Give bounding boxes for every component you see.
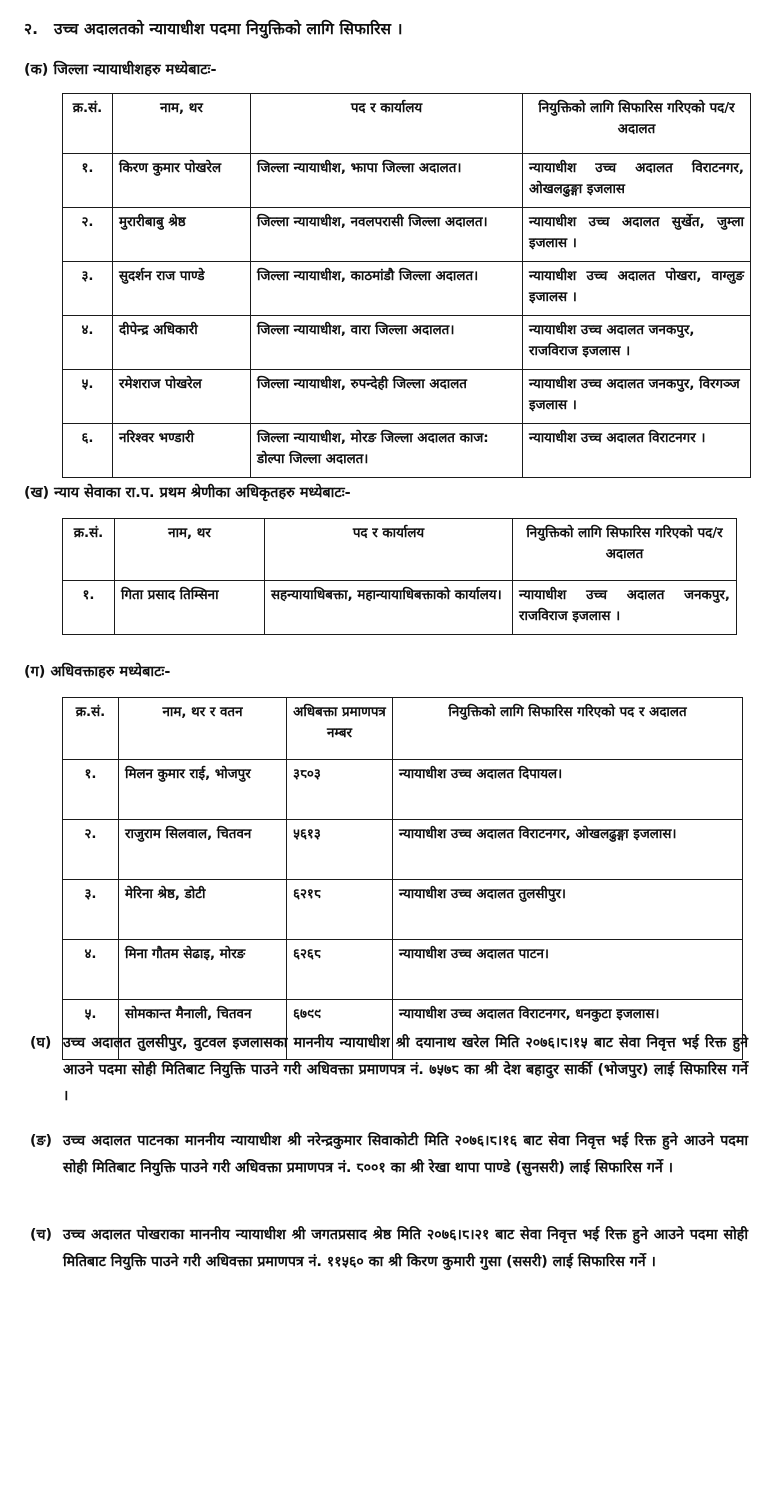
cell-name: नरिश्वर भण्डारी bbox=[113, 424, 251, 478]
col-header-certificate-number: अधिबक्ता प्रमाणपत्र नम्बर bbox=[287, 698, 393, 760]
advocates-table bbox=[62, 697, 743, 1060]
cell-name-address: मिना गौतम सेढाइ, मोरङ bbox=[119, 940, 287, 1000]
col-header-post-office: पद र कार्यालय bbox=[251, 94, 523, 154]
cell-recommended: न्यायाधीश उच्च अदालत जनकपुर, राजविराज इजलास । bbox=[513, 581, 737, 635]
cell-recommended: न्यायाधीश उच्च अदालत सुर्खेत, जुम्ला इजलास । bbox=[523, 208, 751, 262]
table-row bbox=[63, 208, 751, 262]
cell-sn: ३. bbox=[63, 262, 113, 316]
cell-certificate-number: ६२६८ bbox=[287, 940, 393, 1000]
cell-recommended: न्यायाधीश उच्च अदालत दिपायल। bbox=[393, 760, 743, 820]
table-header-row bbox=[63, 519, 737, 581]
cell-recommended: न्यायाधीश उच्च अदालत विराटनगर । bbox=[523, 424, 751, 478]
table-row bbox=[63, 880, 743, 940]
cell-certificate-number: ५६१३ bbox=[287, 820, 393, 880]
cell-recommended: न्यायाधीश उच्च अदालत पोखरा, वाग्लुङ इजालस । bbox=[523, 262, 751, 316]
paragraph-marker: (ङ) bbox=[30, 1133, 53, 1149]
judicial-service-officers-table bbox=[62, 518, 737, 635]
cell-recommended: न्यायाधीश उच्च अदालत पाटन। bbox=[393, 940, 743, 1000]
title-number: २. bbox=[24, 20, 39, 38]
table-row bbox=[63, 760, 743, 820]
paragraph-marker: (घ) bbox=[30, 1035, 52, 1051]
cell-recommended: न्यायाधीश उच्च अदालत विराटनगर, धनकुटा इजलास। bbox=[393, 1000, 743, 1060]
table-header-row bbox=[63, 698, 743, 760]
table-row bbox=[63, 262, 751, 316]
cell-sn: २. bbox=[63, 820, 119, 880]
cell-sn: १. bbox=[63, 760, 119, 820]
cell-name-address: राजुराम सिलवाल, चितवन bbox=[119, 820, 287, 880]
cell-post-office: जिल्ला न्यायाधीश, झापा जिल्ला अदालत। bbox=[251, 154, 523, 208]
cell-certificate-number: ६७९९ bbox=[287, 1000, 393, 1060]
section-label-ga: (ग) अधिवक्ताहरु मध्येबाटः- bbox=[24, 664, 171, 680]
paragraph-cha bbox=[30, 1222, 748, 1275]
col-header-name: नाम, थर bbox=[115, 519, 265, 581]
cell-post-office: जिल्ला न्यायाधीश, नवलपरासी जिल्ला अदालत। bbox=[251, 208, 523, 262]
col-header-sn: क्र.सं. bbox=[63, 94, 113, 154]
col-header-name-address: नाम, थर र वतन bbox=[119, 698, 287, 760]
cell-recommended: न्यायाधीश उच्च अदालत जनकपुर, राजविराज इजलास । bbox=[523, 316, 751, 370]
col-header-recommended: नियुक्तिको लागि सिफारिस गरिएको पद/र अदालत bbox=[523, 94, 751, 154]
table-row bbox=[63, 940, 743, 1000]
paragraph-text: उच्च अदालत तुलसीपुर, वुटवल इजलासका माननीय न्यायाधीश श्री दयानाथ खरेल मिति २०७६।८।१५ बाट सेवा निवृत्त भई रिक्त हुने आउने पदमा सोही मितिबाट नियुक्ति पाउने गरी अधिवक्ता प्रमाणपत्र नं. ७५७८ का श्री देश बहादुर सार्की (भोजपुर) लाई सिफारिस गर्ने । bbox=[63, 1035, 748, 1104]
cell-name: किरण कुमार पोखरेल bbox=[113, 154, 251, 208]
table-row bbox=[63, 424, 751, 478]
district-judges-table bbox=[62, 93, 751, 478]
cell-post-office: जिल्ला न्यायाधीश, रुपन्देही जिल्ला अदालत bbox=[251, 370, 523, 424]
cell-post-office: सहन्यायाधिबक्ता, महान्यायाधिबक्ताको कार्यालय। bbox=[265, 581, 513, 635]
cell-name-address: मिलन कुमार राई, भोजपुर bbox=[119, 760, 287, 820]
cell-recommended: न्यायाधीश उच्च अदालत तुलसीपुर। bbox=[393, 880, 743, 940]
cell-sn: ५. bbox=[63, 370, 113, 424]
cell-sn: २. bbox=[63, 208, 113, 262]
paragraph-text: उच्च अदालत पाटनका माननीय न्यायाधीश श्री नरेन्द्रकुमार सिवाकोटी मिति २०७६।८।१६ बाट सेवा निवृत्त भई रिक्त हुने आउने पदमा सोही मितिबाट नियुक्ति पाउने गरी अधिवक्ता प्रमाणपत्र नं. ८००१ का श्री रेखा थापा पाण्डे (सुनसरी) लाई सिफारिस गर्ने । bbox=[63, 1133, 748, 1176]
cell-sn: १. bbox=[63, 154, 113, 208]
page-title bbox=[24, 18, 744, 40]
cell-name: मुरारीबाबु श्रेष्ठ bbox=[113, 208, 251, 262]
cell-sn: ४. bbox=[63, 940, 119, 1000]
table-row bbox=[63, 154, 751, 208]
section-label-ka: (क) जिल्ला न्यायाधीशहरु मध्येबाटः- bbox=[24, 62, 217, 78]
cell-recommended: न्यायाधीश उच्च अदालत जनकपुर, विरगञ्ज इजलास । bbox=[523, 370, 751, 424]
cell-sn: ४. bbox=[63, 316, 113, 370]
cell-name: सुदर्शन राज पाण्डे bbox=[113, 262, 251, 316]
col-header-post-office: पद र कार्यालय bbox=[265, 519, 513, 581]
table-row bbox=[63, 370, 751, 424]
paragraph-marker: (च) bbox=[30, 1227, 52, 1243]
cell-recommended: न्यायाधीश उच्च अदालत विराटनगर, ओखलढुङ्गा इजलास। bbox=[393, 820, 743, 880]
col-header-recommended: नियुक्तिको लागि सिफारिस गरिएको पद/र अदालत bbox=[513, 519, 737, 581]
cell-post-office: जिल्ला न्यायाधीश, काठमांडौ जिल्ला अदालत। bbox=[251, 262, 523, 316]
cell-sn: ५. bbox=[63, 1000, 119, 1060]
title-text: उच्च अदालतको न्यायाधीश पदमा नियुक्तिको लागि सिफारिस । bbox=[54, 20, 403, 38]
table-row bbox=[63, 316, 751, 370]
col-header-sn: क्र.सं. bbox=[63, 519, 115, 581]
col-header-name: नाम, थर bbox=[113, 94, 251, 154]
cell-name: गिता प्रसाद तिम्सिना bbox=[115, 581, 265, 635]
paragraph-text: उच्च अदालत पोखराका माननीय न्यायाधीश श्री जगतप्रसाद श्रेष्ठ मिति २०७६।८।२१ बाट सेवा निवृत्त भई रिक्त हुने आउने पदमा सोही मितिबाट नियुक्ति पाउने गरी अधिवक्ता प्रमाणपत्र नं. ११५६० का श्री किरण कुमारी गुसा (ससरी) लाई सिफारिस गर्ने । bbox=[63, 1227, 748, 1270]
paragraph-nga bbox=[30, 1128, 748, 1181]
cell-sn: १. bbox=[63, 581, 115, 635]
cell-certificate-number: ३८०३ bbox=[287, 760, 393, 820]
table-row bbox=[63, 581, 737, 635]
cell-name-address: मेरिना श्रेष्ठ, डोटी bbox=[119, 880, 287, 940]
col-header-recommended: नियुक्तिको लागि सिफारिस गरिएको पद र अदालत bbox=[393, 698, 743, 760]
cell-recommended: न्यायाधीश उच्च अदालत विराटनगर, ओखलढुङ्गा इजलास bbox=[523, 154, 751, 208]
table-header-row bbox=[63, 94, 751, 154]
cell-certificate-number: ६२१८ bbox=[287, 880, 393, 940]
cell-post-office: जिल्ला न्यायाधीश, मोरङ जिल्ला अदालत काज: डोल्पा जिल्ला अदालत। bbox=[251, 424, 523, 478]
cell-name: दीपेन्द्र अधिकारी bbox=[113, 316, 251, 370]
section-label-kha: (ख) न्याय सेवाका रा.प. प्रथम श्रेणीका अधिकृतहरु मध्येबाटः- bbox=[24, 485, 351, 501]
cell-name: रमेशराज पोखरेल bbox=[113, 370, 251, 424]
cell-post-office: जिल्ला न्यायाधीश, वारा जिल्ला अदालत। bbox=[251, 316, 523, 370]
table-row bbox=[63, 820, 743, 880]
cell-name-address: सोमकान्त मैनाली, चितवन bbox=[119, 1000, 287, 1060]
paragraph-gha bbox=[30, 1030, 748, 1110]
col-header-sn: क्र.सं. bbox=[63, 698, 119, 760]
cell-sn: ३. bbox=[63, 880, 119, 940]
cell-sn: ६. bbox=[63, 424, 113, 478]
